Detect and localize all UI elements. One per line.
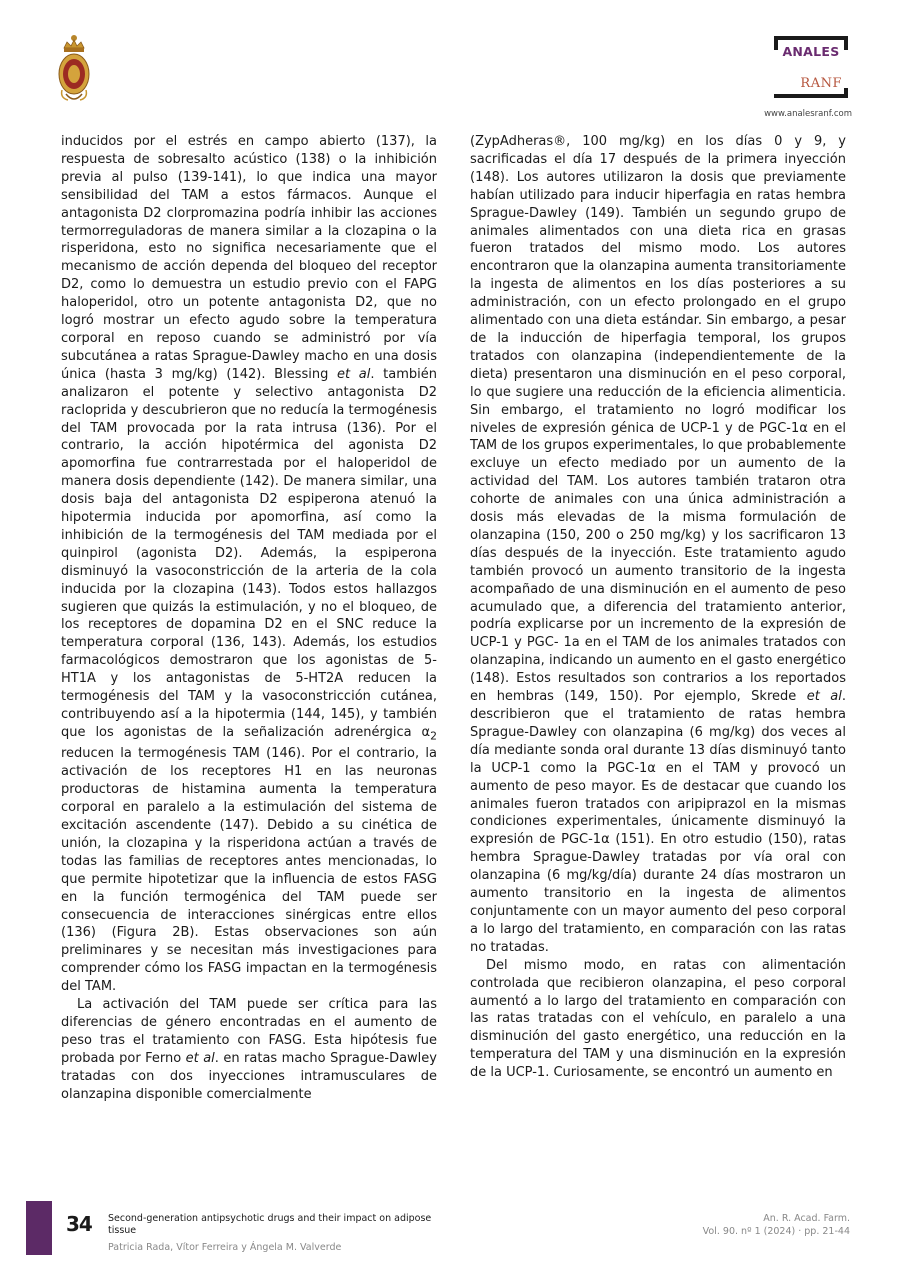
logo-title: ANALES (782, 44, 840, 59)
logo-subtitle: RANF (800, 76, 842, 91)
paragraph: Del mismo modo, en ratas con alimentación controlada que recibieron olanzapina, el peso corporal aumentó a lo largo del tratamiento en comparación con las ratas tratadas con el vehículo, en paralelo a una disminución del gasto energético, una reducción en la temperatura del TAM y una disminución en la expresión de la UCP-1. Curiosamente, se encontró un aumento en (470, 957, 846, 1081)
text-column-left (61, 133, 437, 1104)
page-number: 34 (66, 1212, 92, 1236)
academy-seal-icon (56, 34, 92, 106)
journal-name: An. R. Acad. Farm. (763, 1213, 850, 1224)
paragraph: (ZypAdheras®, 100 mg/kg) en los días 0 y 9, y sacrificadas el día 17 después de la primera inyección (148). Los autores utilizaron la dosis que previamente habían utilizado para inducir hiperfagia en ratas hembra Sprague-Dawley (149). También un segundo grupo de animales alimentados con una dieta rica en grasas fueron tratados del mismo modo. Los autores encontraron que la olanzapina aumenta transitoriamente la ingesta de alimentos en los días posteriores a su administración, con un efecto prolongado en el grupo alimentado con una dieta estándar. Sin embargo, a pesar de la inducción de hiperfagia temporal, los grupos tratados con olanzapina (independientemente de la dieta) presentaron una disminución en el peso corporal, lo que sugiere una reducción de la eficiencia alimenticia. Sin embargo, el tratamiento no logró modificar los niveles de expresión génica de UCP-1 y de PGC-1α en el TAM de los grupos experimentales, lo que probablemente excluye un efecto mediado por un aumento de la actividad del TAM. Los autores también trataron otra cohorte de animales con una única administración a dosis más elevadas de la misma formulación de olanzapina (150, 200 o 250 mg/kg) y los sacrificaron 13 días después de la inyección. Este tratamiento agudo también provocó un aumento transitorio de la ingesta acompañado de una disminución en el aumento de peso acumulado que, a diferencia del tratamiento anterior, podría explicarse por un incremento de la expresión de UCP-1 y PGC- 1a en el TAM de los animales tratados con olanzapina, indicando un aumento en el gasto energético (148). Estos resultados son contrarios a los reportados en hembras (149, 150). Por ejemplo, Skrede et al. describieron que el tratamiento de ratas hembra Sprague-Dawley con olanzapina (6 mg/kg) dos veces al día mediante sonda oral durante 13 días disminuyó tanto la UCP-1 como la PGC-1α en el TAM y provocó un aumento de peso mayor. Es de destacar que cuando los animales fueron tratados con aripiprazol en la mismas condiciones experimentales, únicamente disminuyó la expresión de PGC-1α (151). En otro estudio (150), ratas hembra Sprague-Dawley tratadas por vía oral con olanzapina (6 mg/kg/día) durante 24 días mostraron un aumento transitorio en la ingesta de alimentos conjuntamente con un mayor aumento del peso corporal a lo largo del tratamiento, en comparación con las ratas no tratadas. (470, 134, 846, 955)
logo-url: www.analesranf.com (764, 109, 852, 119)
footer-journal-citation (703, 1213, 850, 1238)
footer-article-title: Second-generation antipsychotic drugs and their impact on adipose tissue (108, 1213, 432, 1236)
paragraph: inducidos por el estrés en campo abierto (137), la respuesta de sobresalto acústico (138) o la inhibición previa al pulso (139-141), lo que indica una mayor sensibilidad del TAM a estos fármacos. Aunque el antagonista D2 clorpromazina podría inhibir las acciones termorreguladoras de manera similar a la clozapina o la risperidona, esto no significa necesariamente que el mecanismo de acción dependa del bloqueo del receptor D2, como lo demuestra un estudio previo con el FAPG haloperidol, otro un potente antagonista D2, que no logró mostrar un efecto agudo sobre la temperatura corporal en reposo cuando se administró por vía subcutánea a ratas Sprague-Dawley macho en una dosis única (hasta 3 mg/kg) (142). Blessing et al. también analizaron el potente y selectivo antagonista D2 racloprida y descubrieron que no reducía la termogénesis del TAM provocada por la rata intrusa (136). Por el contrario, la acción hipotérmica del agonista D2 apomorfina fue contrarrestada por el haloperidol de manera dosis dependiente (142). De manera similar, una dosis baja del antagonista D2 espiperona atenuó la hipotermia inducida por apomorfina, así como la inhibición de la termogénesis del TAM mediada por el quinpirol (agonista D2). Además, la espiperona disminuyó la vasoconstricción de la arteria de la cola inducida por la clozapina (143). Todos estos hallazgos sugieren que quizás la estimulación, y no el bloqueo, de los receptores de dopamina D2 en el SNC reduce la temperatura corporal (136, 143). Además, los estudios farmacológicos demostraron que los agonistas de 5-HT1A y los antagonistas de 5-HT2A reducen la termogénesis del TAM y la vasoconstricción cutánea, contribuyendo así a la hipotermia (144, 145), y también que los agonistas de la señalización adrenérgica $\alpha_2$ reducen la termogénesis TAM (146). Por el contrario, la activación de los receptores H1 en las neuronas productoras de histamina aumenta la temperatura corporal en paralelo a la estimulación del sistema de excitación ascendente (147). Debido a su cinética de unión, la clozapina y la risperidona actúan a través de todas las familias de receptores antes mencionadas, lo que permite hipotetizar que la influencia de estos FASG en la función termogénica del TAM puede ser consecuencia de interacciones sinérgicas entre ellos (136) (Figura 2B). Estas observaciones son aún preliminares y se necesitan más investigaciones para comprender cómo los FASG impactan en la termogénesis del TAM. (61, 134, 438, 995)
paragraph: La activación del TAM puede ser crítica para las diferencias de género encontradas en el aumento de peso tras el tratamiento con FASG. Esta hipótesis fue probada por Ferno et al. en ratas macho Sprague-Dawley tratadas con dos inyecciones intramusculares de olanzapina disponible comercialmente (61, 997, 437, 1102)
journal-logo (764, 36, 852, 119)
footer-authors: Patricia Rada, Vítor Ferreira y Ángela M. Valverde (108, 1242, 342, 1253)
footer-accent-bar (26, 1201, 52, 1255)
text-column-right (470, 133, 846, 1082)
journal-volume: Vol. 90. nº 1 (2024) · pp. 21-44 (702, 1225, 850, 1237)
logo-bracket-bottom (774, 88, 848, 98)
